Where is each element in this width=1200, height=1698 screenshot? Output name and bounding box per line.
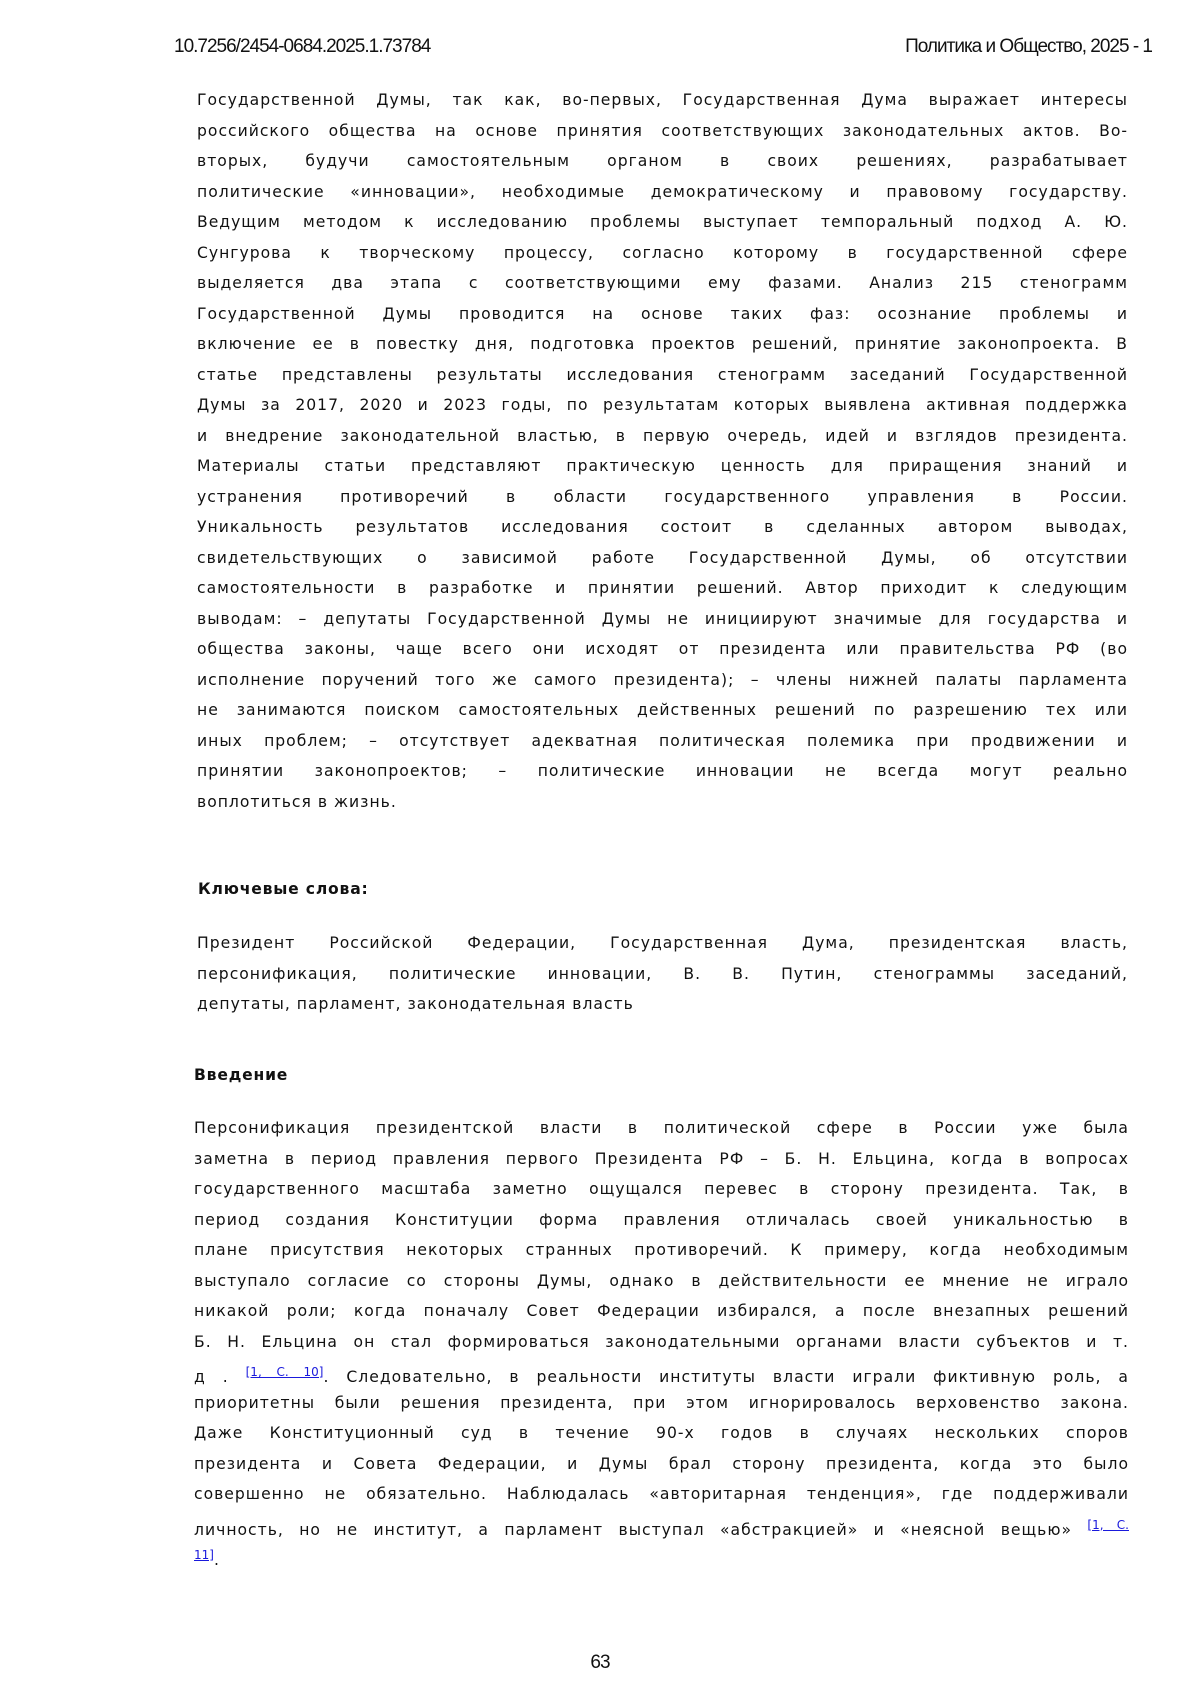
text-line: депутаты, парламент, законодательная власть: [197, 989, 1128, 1020]
keywords-heading: Ключевые слова:: [198, 880, 369, 898]
text-line: персонификация, политические инновации, В. В. Путин, стенограммы заседаний,: [197, 959, 1128, 990]
text-line: принятии законопроектов; – политические инновации не всегда могут реально: [197, 756, 1128, 787]
text-line: Б. Н. Ельцина он стал формироваться законодательными органами власти субъектов и т.: [194, 1327, 1129, 1358]
text-line: не занимаются поиском самостоятельных действенных решений по разрешению тех или: [197, 695, 1128, 726]
text-line: выводам: – депутаты Государственной Думы не инициируют значимые для государства и: [197, 604, 1128, 635]
introduction-text: [194, 1113, 1129, 1571]
text: .: [214, 1551, 220, 1569]
doi: 10.7256/2454-0684.2025.1.73784: [174, 36, 430, 58]
text-line: и внедрение законодательной властью, в первую очередь, идей и взглядов президента.: [197, 421, 1128, 452]
text-line: выделяется два этапа с соответствующими ему фазами. Анализ 215 стенограмм: [197, 268, 1128, 299]
text-line: иных проблем; – отсутствует адекватная политическая полемика при продвижении и: [197, 726, 1128, 757]
text-line: [194, 1540, 1129, 1571]
text-line: Персонификация президентской власти в политической сфере в России уже была: [194, 1113, 1129, 1144]
text-line: Материалы статьи представляют практическую ценность для приращения знаний и: [197, 451, 1128, 482]
text-line: Ведущим методом к исследованию проблемы выступает темпоральный подход А. Ю.: [197, 207, 1128, 238]
text-line: совершенно не обязательно. Наблюдалась «авторитарная тенденция», где поддерживали: [194, 1479, 1129, 1510]
abstract: [197, 85, 1128, 817]
text-line: выступало согласие со стороны Думы, однако в действительности ее мнение не играло: [194, 1266, 1129, 1297]
text-line: политические «инновации», необходимые демократическому и правовому государству.: [197, 177, 1128, 208]
text-line: президента и Совета Федерации, и Думы брал сторону президента, когда это было: [194, 1449, 1129, 1480]
text-line: приоритетны были решения президента, при этом игнорировалось верховенство закона.: [194, 1388, 1129, 1419]
text-line: период создания Конституции форма правления отличалась своей уникальностью в: [194, 1205, 1129, 1236]
text-line: российского общества на основе принятия соответствующих законодательных актов. Во-: [197, 116, 1128, 147]
text-line: общества законы, чаще всего они исходят от президента или правительства РФ (во: [197, 634, 1128, 665]
text-line: свидетельствующих о зависимой работе Государственной Думы, об отсутствии: [197, 543, 1128, 574]
text-line: исполнение поручений того же самого президента); – члены нижней палаты парламента: [197, 665, 1128, 696]
text-line: Уникальность результатов исследования состоит в сделанных автором выводах,: [197, 512, 1128, 543]
text-line: Думы за 2017, 2020 и 2023 годы, по результатам которых выявлена активная поддержка: [197, 390, 1128, 421]
text-line: устранения противоречий в области государственного управления в России.: [197, 482, 1128, 513]
text-line: никакой роли; когда поначалу Совет Федерации избирался, а после внезапных решений: [194, 1296, 1129, 1327]
keywords: [197, 928, 1128, 1020]
introduction-heading: Введение: [194, 1066, 288, 1084]
text-line: [194, 1510, 1129, 1541]
journal-title: Политика и Общество, 2025 - 1: [905, 36, 1152, 58]
text-line: заметна в период правления первого Президента РФ – Б. Н. Ельцина, когда в вопросах: [194, 1144, 1129, 1175]
text-line: государственного масштаба заметно ощущался перевес в сторону президента. Так, в: [194, 1174, 1129, 1205]
text-line: Государственной Думы, так как, во-первых, Государственная Дума выражает интересы: [197, 85, 1128, 116]
text: личность, но не институт, а парламент выступал «абстракцией» и «неясной вещью»: [194, 1521, 1072, 1539]
citation-link[interactable]: 11]: [194, 1548, 214, 1562]
text-line: Государственной Думы проводится на основе таких фаз: осознание проблемы и: [197, 299, 1128, 330]
page-number: 63: [0, 1652, 1200, 1674]
text-line: самостоятельности в разработке и принятии решений. Автор приходит к следующим: [197, 573, 1128, 604]
citation-link[interactable]: [1, С. 10]: [246, 1365, 324, 1379]
text-line: воплотиться в жизнь.: [197, 787, 1128, 818]
citation-link[interactable]: [1, С.: [1087, 1518, 1129, 1532]
text-line: [194, 1357, 1129, 1388]
text: . Следовательно, в реальности институты власти играли фиктивную роль, а: [323, 1368, 1129, 1386]
text: д .: [194, 1368, 229, 1386]
text-line: плане присутствия некоторых странных противоречий. К примеру, когда необходимым: [194, 1235, 1129, 1266]
text-line: Сунгурова к творческому процессу, согласно которому в государственной сфере: [197, 238, 1128, 269]
text-line: статье представлены результаты исследования стенограмм заседаний Государственной: [197, 360, 1128, 391]
text-line: включение ее в повестку дня, подготовка проектов решений, принятие законопроекта. В: [197, 329, 1128, 360]
text-line: Президент Российской Федерации, Государственная Дума, президентская власть,: [197, 928, 1128, 959]
text-line: Даже Конституционный суд в течение 90-х годов в случаях нескольких споров: [194, 1418, 1129, 1449]
text-line: вторых, будучи самостоятельным органом в своих решениях, разрабатывает: [197, 146, 1128, 177]
